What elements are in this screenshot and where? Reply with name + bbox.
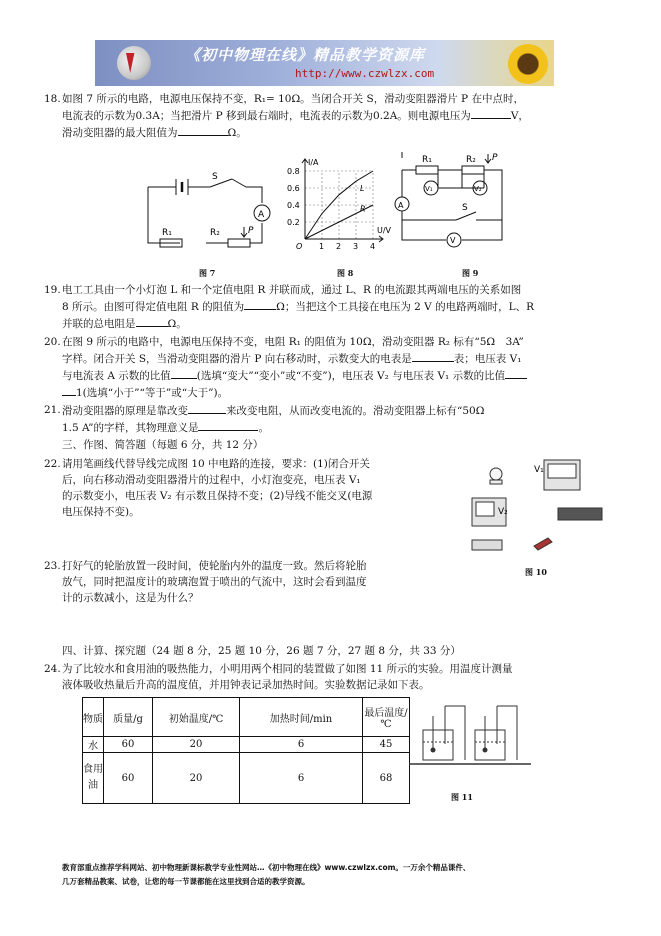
answer-blank[interactable] — [62, 384, 76, 396]
q20-line2 — [62, 350, 582, 367]
bulb-icon — [490, 468, 502, 480]
table-header-cell: 初始温度/℃ — [153, 698, 240, 737]
q21-line1b: 来改变电阻，从而改变电流的。滑动变阻器上标有“50Ω — [226, 405, 485, 417]
q22-line1: 请用笔画线代替导线完成图 10 中电路的连接，要求：(1)闭合开关 — [62, 458, 370, 470]
q20-line2b: 表；电压表 V₁ — [453, 353, 522, 365]
section-4-heading: 四、计算、探究题（24 题 8 分，25 题 10 分，26 题 7 分，27 题 8 分，共 33 分） — [62, 645, 461, 657]
fig9-p-label: P — [492, 153, 498, 163]
figure-7-caption: 图 7 — [199, 268, 216, 278]
sunflower-image — [508, 44, 548, 84]
table-cell: 6 — [240, 737, 363, 753]
table-header-cell: 物质 — [83, 698, 104, 737]
question-23 — [44, 558, 442, 606]
table-cell: 45 — [363, 737, 410, 753]
q18-line3b: Ω。 — [227, 127, 247, 139]
figure-11-caption: 图 11 — [451, 792, 473, 802]
figure-8-caption: 图 8 — [337, 268, 354, 278]
series-label-R: R — [360, 204, 366, 214]
table-cell: 20 — [153, 753, 240, 804]
q23-line3: 计的示数减小，这是为什么？ — [62, 592, 199, 604]
table-row — [83, 753, 410, 804]
fig9-r2-label: R₂ — [466, 155, 476, 165]
question-19 — [44, 282, 582, 332]
q19-line3b: Ω。 — [167, 318, 187, 330]
question-number: 19. — [44, 284, 61, 296]
answer-blank[interactable] — [471, 107, 511, 119]
figure-10-caption: 图 10 — [525, 567, 547, 577]
question-number: 20. — [44, 336, 61, 348]
x-tick-label: 3 — [353, 242, 359, 251]
table-header-cell: 质量/g — [104, 698, 153, 737]
q19-line3a: 并联的总电阻是 — [62, 318, 136, 330]
q18-line3a: 滑动变阻器的最大阻值为 — [62, 127, 178, 139]
figure-7-circuit — [140, 165, 285, 265]
table-cell: 60 — [104, 753, 153, 804]
q19-line2b: Ω；当把这个工具接在电压为 2 V 的电路两端时，L、R — [276, 301, 534, 313]
q20-line2a: 字样。闭合开关 S，当滑动变阻器的滑片 P 向右移动时，示数变大的电表是 — [62, 353, 412, 365]
q22-line4: 电压保持不变)。 — [62, 506, 140, 518]
q24-line1: 为了比较水和食用油的吸热能力，小明用两个相同的装置做了如图 11 所示的实验。用温度计测量 — [62, 663, 513, 675]
fig7-ammeter-label: A — [258, 210, 265, 220]
answer-blank[interactable] — [244, 298, 276, 310]
y-tick-label: 0.2 — [287, 218, 300, 227]
table-cell: 60 — [104, 737, 153, 753]
answer-blank[interactable] — [136, 315, 168, 327]
table-cell: 68 — [363, 753, 410, 804]
banner-title: 《初中物理在线》精品教学资源库 — [185, 46, 426, 64]
switch-icon — [534, 538, 552, 550]
y-tick-label: 0.8 — [287, 167, 300, 176]
q20-line4 — [62, 384, 582, 401]
y-tick-label: 0.6 — [287, 184, 300, 193]
q20-line1: 在图 9 所示的电路中，电源电压保持不变，电阻 R₁ 的阻值为 10Ω，滑动变阻器 R₂ 标有“5Ω 3A” — [62, 336, 524, 348]
site-logo — [117, 46, 151, 80]
fig9-voltmeter-label: V — [450, 236, 456, 245]
question-21 — [44, 402, 582, 436]
answer-blank[interactable] — [505, 367, 527, 379]
q18-line1: 如图 7 所示的电路，电源电压保持不变，R₁= 10Ω。当闭合开关 S，滑动变阻器滑片 P 在中点时， — [62, 93, 524, 105]
chart-axes — [302, 159, 383, 242]
question-18 — [44, 91, 582, 141]
q21-line1 — [62, 402, 582, 419]
q20-line3 — [62, 367, 582, 384]
question-number: 24. — [44, 663, 61, 675]
q20-line3a: 与电流表 A 示数的比值 — [62, 370, 171, 382]
question-20 — [44, 334, 582, 401]
fig9-v1-label: V₁ — [425, 185, 433, 193]
q18-line2b: V， — [510, 110, 529, 122]
banner-url: http://www.czwlzx.com — [295, 67, 435, 80]
q20-line3b: (选填“变大”“变小”或“不变”)，电压表 V₂ 与电压表 V₁ 示数的比值 — [196, 370, 506, 382]
y-tick-label: 0.4 — [287, 201, 300, 210]
origin-label: O — [296, 242, 303, 251]
answer-blank[interactable] — [171, 367, 197, 379]
question-24 — [44, 661, 582, 693]
question-number: 21. — [44, 404, 61, 416]
x-tick-label: 2 — [336, 242, 342, 251]
fig10-v1-label: V₁ — [534, 465, 544, 475]
section-3-heading: 三、作图、简答题（每题 6 分，共 12 分） — [62, 439, 264, 451]
figure-10-components — [462, 452, 612, 562]
question-number: 22. — [44, 458, 61, 470]
answer-blank[interactable] — [412, 350, 454, 362]
q22-line3: 的示数变小，电压表 V₂ 有示数且保持不变；(2)导线不能交叉(电源 — [62, 490, 373, 502]
q19-line1: 电工工具由一个小灯泡 L 和一个定值电阻 R 并联而成，通过 L、R 的电流跟其两端电压的关系如图 — [62, 284, 522, 296]
q23-line2: 放气，同时把温度计的玻璃泡置于喷出的气流中，这时会看到温度 — [62, 576, 367, 588]
header-banner — [95, 40, 554, 86]
x-tick-label: 1 — [319, 242, 325, 251]
q19-line3 — [62, 315, 582, 332]
table-cell: 食用油 — [83, 753, 104, 804]
q21-line1a: 滑动变阻器的原理是靠改变 — [62, 405, 188, 417]
y-axis-label: I/A — [308, 158, 319, 167]
q19-line2 — [62, 298, 582, 315]
fig7-r1-label: R₁ — [162, 228, 172, 238]
rheostat-icon — [558, 508, 602, 520]
table-row — [83, 737, 410, 753]
fig9-switch-label: S — [462, 203, 468, 213]
footer-line2: 几万套精品教案、试卷，让您的每一节课都能在这里找到合适的教学资源。 — [62, 877, 310, 886]
q22-line2: 后，向右移动滑动变阻器滑片的过程中，小灯泡变亮，电压表 V₁ — [62, 474, 361, 486]
q21-line2b: 。 — [258, 422, 269, 434]
series-label-L: L — [360, 184, 365, 194]
table-header-row — [83, 698, 410, 737]
table-cell: 6 — [240, 753, 363, 804]
q19-line2a: 8 所示。由图可得定值电阻 R 的阻值为 — [62, 301, 245, 313]
figure-9-circuit — [392, 148, 522, 258]
footer-line1: 教育部重点推荐学科网站、初中物理新课标教学专业性网站…《初中物理在线》www.czwlzx.com。一万余个精品课件、 — [62, 863, 471, 872]
table-cell: 水 — [83, 737, 104, 753]
question-22 — [44, 456, 442, 520]
x-tick-label: 4 — [370, 242, 376, 251]
q21-line2a: 1.5 A”的字样，其物理意义是 — [62, 422, 199, 434]
q20-line4-text: 1(选填“小于”“等于”或“大于”)。 — [76, 387, 229, 399]
fig9-ammeter-label: A — [398, 201, 404, 210]
fig7-r2-label: R₂ — [210, 228, 220, 238]
page-footer — [62, 861, 602, 889]
fig7-switch-label: S — [212, 172, 218, 182]
figure-8-chart — [283, 147, 393, 255]
table-cell: 20 — [153, 737, 240, 753]
answer-blank[interactable] — [178, 124, 228, 136]
fig9-r1-label: R₁ — [422, 155, 432, 165]
q18-line2 — [62, 107, 582, 124]
answer-blank[interactable] — [198, 419, 258, 431]
figure-9-caption: 图 9 — [462, 268, 479, 278]
figure-11-apparatus — [405, 700, 535, 770]
fig10-v2-label: V₂ — [498, 507, 508, 517]
fig9-v2-label: V₂ — [474, 185, 482, 193]
question-number: 18. — [44, 93, 61, 105]
battery-icon — [472, 540, 502, 550]
x-axis-label: U/V — [377, 226, 392, 235]
answer-blank[interactable] — [188, 402, 226, 414]
q18-line2a: 电流表的示数为0.3A；当把滑片 P 移到最右端时，电流表的示数为0.2A。则电源电压为 — [62, 110, 471, 122]
question-number: 23. — [44, 560, 61, 572]
q18-line3 — [62, 124, 582, 141]
q21-line2 — [62, 419, 582, 436]
fig7-p-label: P — [248, 226, 254, 236]
q23-line1: 打好气的轮胎放置一段时间，使轮胎内外的温度一致。然后将轮胎 — [62, 560, 367, 572]
q24-line2: 液体吸收热量后升高的温度值，并用钟表记录加热时间。实验数据记录如下表。 — [62, 679, 430, 691]
table-header-cell: 最后温度/℃ — [363, 698, 410, 737]
table-header-cell: 加热时间/min — [240, 698, 363, 737]
data-table — [82, 697, 410, 804]
